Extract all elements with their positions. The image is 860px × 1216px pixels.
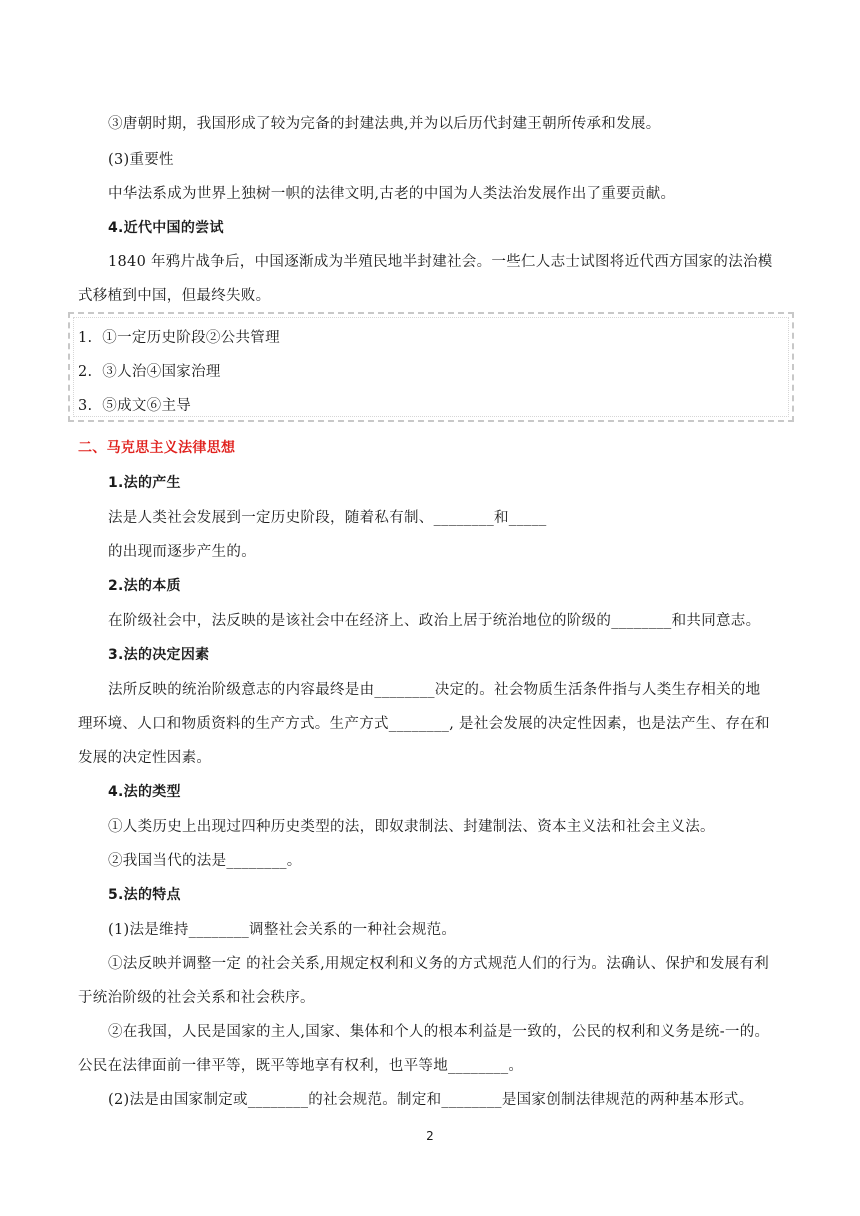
subheading: (3)重要性 xyxy=(108,152,174,168)
paragraph-line: 理环境、人口和物质资料的生产方式。生产方式________, 是社会发展的决定性因素，也是法产生、存在和 xyxy=(78,716,770,732)
section-heading: 4.近代中国的尝试 xyxy=(108,220,224,236)
paragraph-line: 的出现而逐步产生的。 xyxy=(108,544,256,560)
subheading: 3.法的决定因素 xyxy=(108,647,210,663)
paragraph-line: 式移植到中国，但最终失败。 xyxy=(78,288,271,304)
subheading: 1.法的产生 xyxy=(108,475,181,491)
section-title: 二、马克思主义法律思想 xyxy=(78,440,236,456)
answer-number: 1. xyxy=(78,330,93,346)
answer-text: ⑤成文⑥主导 xyxy=(102,398,192,414)
paragraph-line: 法所反映的统治阶级意志的内容最终是由________决定的。社会物质生活条件指与人类生存相关的地 xyxy=(108,682,761,698)
paragraph-line: (1)法是维持________调整社会关系的一种社会规范。 xyxy=(108,922,457,938)
paragraph-line: 于统治阶级的社会关系和社会秩序。 xyxy=(78,990,315,1006)
paragraph-line: ②我国当代的法是________。 xyxy=(108,853,302,869)
subheading: 5.法的特点 xyxy=(108,887,181,903)
paragraph-line: 法是人类社会发展到一定历史阶段，随着私有制、________和_____ xyxy=(108,510,547,526)
subheading: 2.法的本质 xyxy=(108,578,181,594)
answer-item xyxy=(78,326,280,347)
paragraph-line: 公民在法律面前一律平等，既平等地享有权利，也平等地________。 xyxy=(78,1058,524,1074)
paragraph-line: 中华法系成为世界上独树一帜的法律文明,古老的中国为人类法治发展作出了重要贡献。 xyxy=(108,186,676,202)
paragraph-line: 1840 年鸦片战争后，中国逐渐成为半殖民地半封建社会。一些仁人志士试图将近代西方国家的法治模 xyxy=(108,254,773,270)
paragraph-line: ①法反映并调整一定 的社会关系,用规定权利和义务的方式规范人们的行为。法确认、保护和发展有利 xyxy=(108,956,770,972)
answer-text: ③人治④国家治理 xyxy=(102,364,221,380)
answer-text: ①一定历史阶段②公共管理 xyxy=(102,330,280,346)
paragraph-line: ③唐朝时期，我国形成了较为完备的封建法典,并为以后历代封建王朝所传承和发展。 xyxy=(108,116,661,132)
answer-number: 2. xyxy=(78,364,93,380)
paragraph-line: ②在我国，人民是国家的主人,国家、集体和个人的根本利益是一致的，公民的权利和义务是统-一的。 xyxy=(108,1024,770,1040)
answer-number: 3. xyxy=(78,398,93,414)
subheading: 4.法的类型 xyxy=(108,784,181,800)
answer-item xyxy=(78,394,191,415)
answer-item xyxy=(78,360,221,381)
paragraph-line: (2)法是由国家制定或________的社会规范。制定和________是国家创制法律规范的两种基本形式。 xyxy=(108,1092,754,1108)
paragraph-line: ①人类历史上出现过四种历史类型的法，即奴隶制法、封建制法、资本主义法和社会主义法。 xyxy=(108,819,715,835)
paragraph-line: 在阶级社会中，法反映的是该社会中在经济上、政治上居于统治地位的阶级的________和共同意志。 xyxy=(108,613,761,629)
paragraph-line: 发展的决定性因素。 xyxy=(78,750,212,766)
page-number: 2 xyxy=(426,1129,434,1143)
